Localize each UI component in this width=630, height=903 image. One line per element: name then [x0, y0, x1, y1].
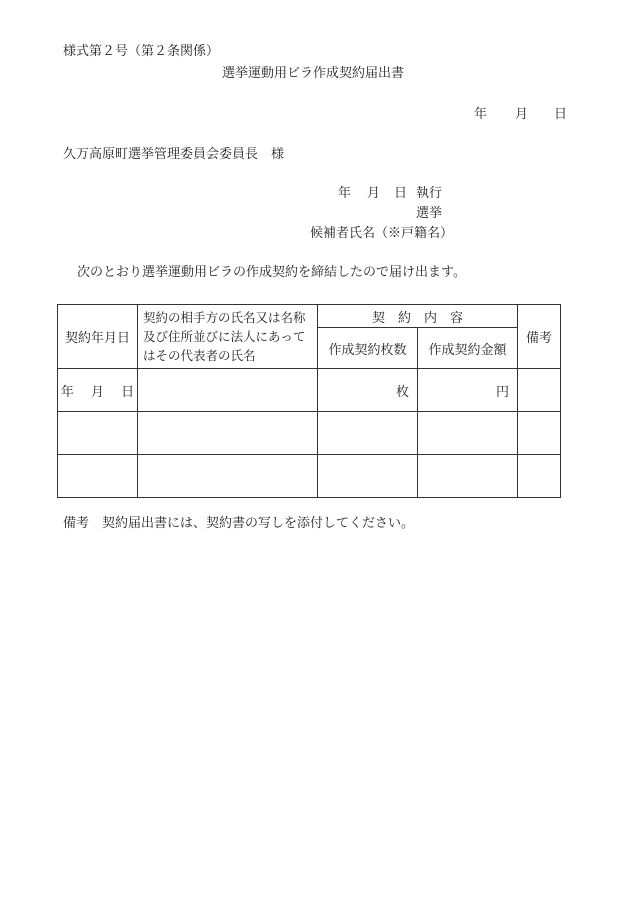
row-amount-cell [418, 455, 518, 498]
row-count-cell [318, 412, 418, 455]
row-amount-cell: 円 [418, 369, 518, 412]
row-date-cell [58, 412, 138, 455]
header-contract-amount: 作成契約金額 [418, 328, 518, 369]
addressee: 久万高原町選挙管理委員会委員長 様 [63, 147, 285, 162]
header-contract-count: 作成契約枚数 [318, 328, 418, 369]
row-amount-cell [418, 412, 518, 455]
submission-date-month: 月 [515, 107, 529, 122]
header-remarks: 備考 [518, 305, 561, 369]
row-party-cell [138, 455, 318, 498]
row-count-cell [318, 455, 418, 498]
row-remarks-cell [518, 412, 561, 455]
election-year: 年 [338, 186, 352, 201]
header-contract-party: 契約の相手方の氏名又は名称及び住所並びに法人にあってはその代表者の氏名 [138, 305, 318, 369]
table-row [58, 412, 561, 455]
candidate-name-label: 候補者氏名（※戸籍名） [310, 226, 454, 241]
header-contract-contents: 契 約 内 容 [318, 305, 518, 328]
contract-table [57, 304, 561, 498]
submission-date-day: 日 [554, 107, 568, 122]
remarks-note: 備考 契約届出書には、契約書の写しを添付してください。 [63, 516, 415, 531]
election-label: 選挙 [416, 206, 443, 221]
table-row [58, 455, 561, 498]
election-day: 日 [394, 186, 408, 201]
body-text: 次のとおり選挙運動用ビラの作成契約を締結したので届け出ます。 [77, 265, 466, 280]
row-remarks-cell [518, 369, 561, 412]
form-number: 様式第２号（第２条関係） [63, 44, 220, 59]
row-date-cell [58, 455, 138, 498]
row-count-cell: 枚 [318, 369, 418, 412]
table-row [58, 369, 561, 412]
row-party-cell [138, 412, 318, 455]
election-month: 月 [367, 186, 381, 201]
header-contract-date: 契約年月日 [58, 305, 138, 369]
row-remarks-cell [518, 455, 561, 498]
submission-date-year: 年 [474, 107, 488, 122]
election-held-label: 執行 [416, 186, 443, 201]
row-party-cell [138, 369, 318, 412]
row-date-cell: 年 月 日 [58, 369, 138, 412]
document-title: 選挙運動用ビラ作成契約届出書 [222, 66, 405, 81]
